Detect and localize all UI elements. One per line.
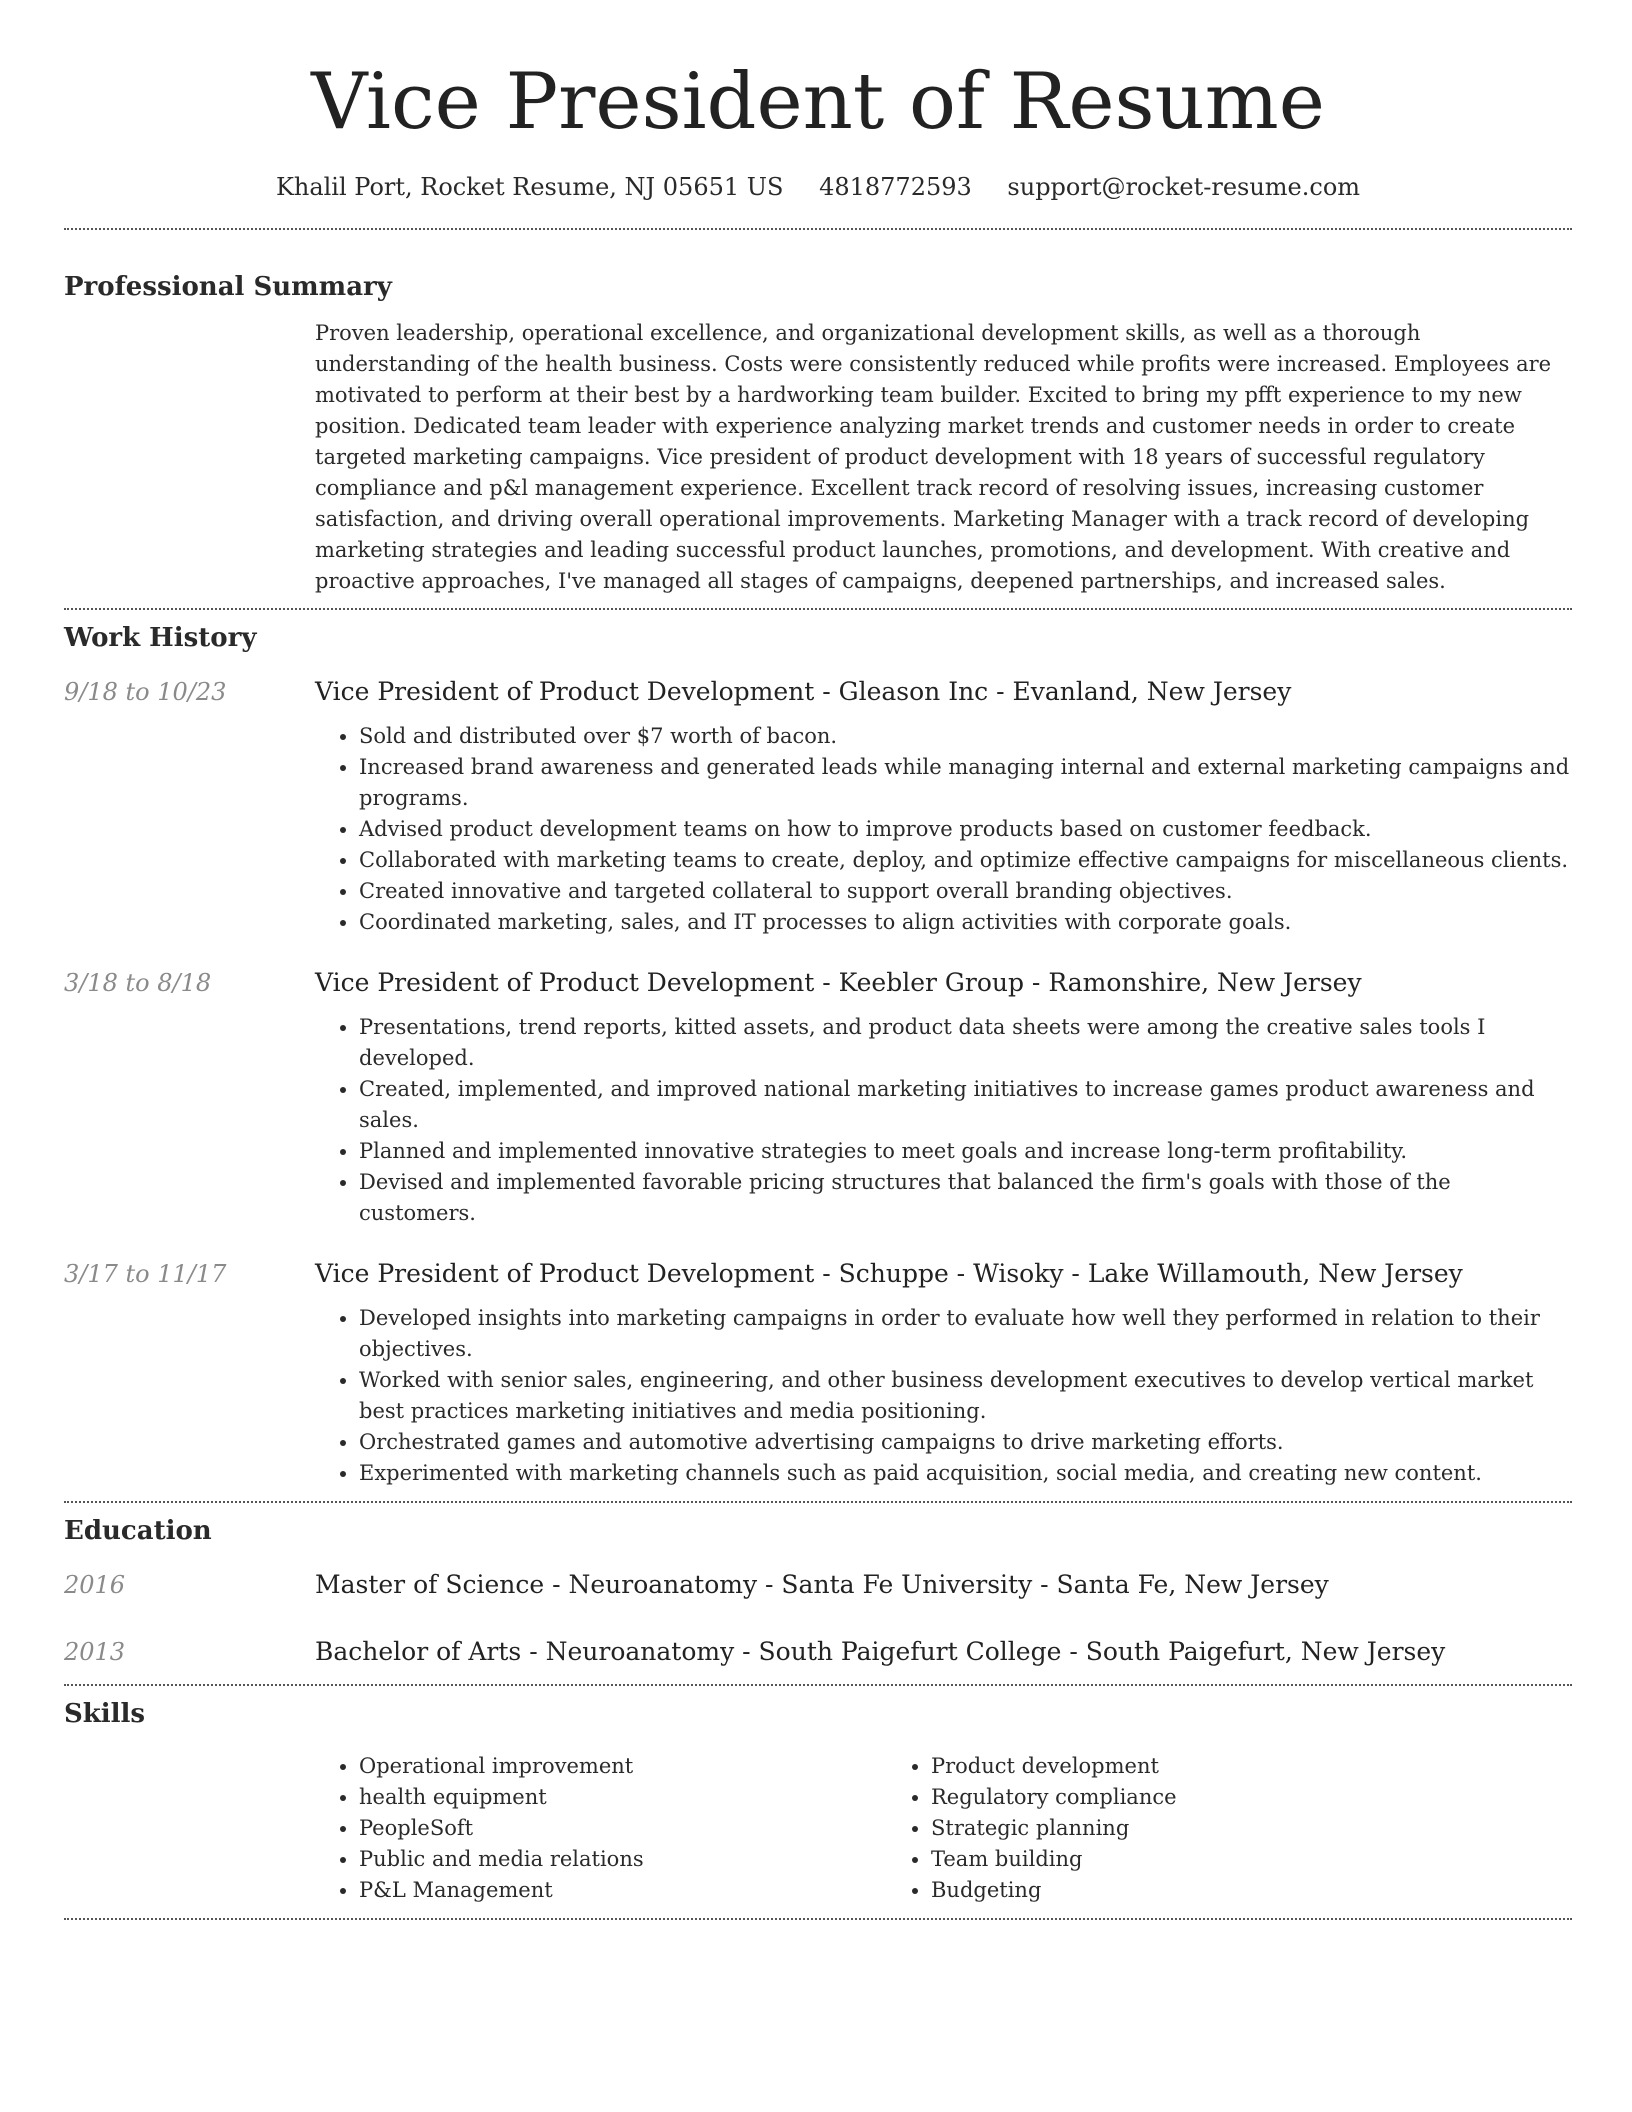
work-history-section xyxy=(64,621,1572,1489)
contact-phone: 4818772593 xyxy=(819,173,972,201)
list-item: • Increased brand awareness and generated leads while managing internal and external marketing campaigns and programs. xyxy=(359,752,1572,814)
skill-item: • Product development xyxy=(931,1751,1459,1782)
contact-line xyxy=(64,170,1572,204)
skill-item: • Operational improvement xyxy=(359,1751,887,1782)
education-heading: Master of Science - Neuroanatomy - Santa Fe University - Santa Fe, New Jersey xyxy=(315,1570,1329,1599)
skill-item: • Regulatory compliance xyxy=(931,1782,1459,1813)
list-item: • Created, implemented, and improved national marketing initiatives to increase games product awareness and sales. xyxy=(359,1074,1572,1136)
skill-item: • Public and media relations xyxy=(359,1844,887,1875)
skills-column-right xyxy=(887,1751,1459,1906)
divider xyxy=(64,228,1572,230)
summary-text: Proven leadership, operational excellence, and organizational development skills, as well as a thorough understanding of the health business. Costs were consistently reduced while profits were increased. Employees are motivated to perform at their best by a hardworking team builder. Excited to bring my pfft experience to my new position. Dedicated team leader with experience analyzing market trends and customer needs in order to create targeted marketing campaigns. Vice president of product development with 18 years of successful regulatory compliance and p&l management experience. Excellent track record of resolving issues, increasing customer satisfaction, and driving overall operational improvements. Marketing Manager with a track record of developing marketing strategies and leading successful product launches, promotions, and development. With creative and proactive approaches, I've managed all stages of campaigns, deepened partnerships, and increased sales. xyxy=(315,321,1552,593)
skill-item: • Team building xyxy=(931,1844,1459,1875)
resume-name: Vice President of Resume xyxy=(311,57,1325,147)
section-title-skills: Skills xyxy=(64,1699,146,1729)
education-year: 2016 xyxy=(64,1571,126,1599)
skills-column-left xyxy=(315,1751,887,1906)
list-item: • Collaborated with marketing teams to create, deploy, and optimize effective campaigns for miscellaneous clients. xyxy=(359,845,1572,876)
education-year: 2013 xyxy=(64,1638,126,1666)
job-heading: Vice President of Product Development - Keebler Group - Ramonshire, New Jersey xyxy=(315,968,1362,997)
divider xyxy=(64,1684,1572,1686)
skill-item: • health equipment xyxy=(359,1782,887,1813)
skills-list xyxy=(315,1751,1572,1906)
job-dates: 3/17 to 11/17 xyxy=(64,1260,227,1288)
skill-item: • Strategic planning xyxy=(931,1813,1459,1844)
list-item: • Developed insights into marketing campaigns in order to evaluate how well they performed in relation to their objectives. xyxy=(359,1303,1572,1365)
job-dates: 3/18 to 8/18 xyxy=(64,969,212,997)
list-item: • Planned and implemented innovative strategies to meet goals and increase long-term profitability. xyxy=(359,1136,1572,1167)
job-entry xyxy=(64,966,1572,1229)
divider xyxy=(64,1918,1572,1920)
divider xyxy=(64,1501,1572,1503)
list-item: • Created innovative and targeted collateral to support overall branding objectives. xyxy=(359,876,1572,907)
list-item: • Coordinated marketing, sales, and IT processes to align activities with corporate goals. xyxy=(359,907,1572,938)
list-item: • Orchestrated games and automotive advertising campaigns to drive marketing efforts. xyxy=(359,1427,1572,1458)
skill-item: • Budgeting xyxy=(931,1875,1459,1906)
job-heading: Vice President of Product Development - Gleason Inc - Evanland, New Jersey xyxy=(315,677,1292,706)
divider xyxy=(64,608,1572,610)
job-heading: Vice President of Product Development - Schuppe - Wisoky - Lake Willamouth, New Jersey xyxy=(315,1259,1463,1288)
contact-email: support@rocket-resume.com xyxy=(1007,173,1361,201)
summary-section xyxy=(64,270,1572,597)
job-entry xyxy=(64,1257,1572,1489)
section-title-education: Education xyxy=(64,1516,212,1546)
skills-section xyxy=(64,1697,1572,1906)
education-entry xyxy=(64,1568,1572,1602)
job-bullets xyxy=(315,1303,1572,1489)
resume-page xyxy=(64,0,1572,1920)
list-item: • Advised product development teams on how to improve products based on customer feedback. xyxy=(359,814,1572,845)
education-section xyxy=(64,1514,1572,1669)
contact-address: Khalil Port, Rocket Resume, NJ 05651 US xyxy=(275,173,784,201)
skill-item: • P&L Management xyxy=(359,1875,887,1906)
section-title-work: Work History xyxy=(64,623,257,653)
job-entry xyxy=(64,675,1572,938)
list-item: • Devised and implemented favorable pricing structures that balanced the firm's goals with those of the customers. xyxy=(359,1167,1572,1229)
list-item: • Experimented with marketing channels such as paid acquisition, social media, and creating new content. xyxy=(359,1458,1572,1489)
job-dates: 9/18 to 10/23 xyxy=(64,678,227,706)
section-title-summary: Professional Summary xyxy=(64,272,392,302)
job-bullets xyxy=(315,1012,1572,1229)
job-bullets xyxy=(315,721,1572,938)
list-item: • Worked with senior sales, engineering, and other business development executives to develop vertical market best practices marketing initiatives and media positioning. xyxy=(359,1365,1572,1427)
skill-item: • PeopleSoft xyxy=(359,1813,887,1844)
list-item: • Sold and distributed over $7 worth of bacon. xyxy=(359,721,1572,752)
list-item: • Presentations, trend reports, kitted assets, and product data sheets were among the creative sales tools I developed. xyxy=(359,1012,1572,1074)
education-heading: Bachelor of Arts - Neuroanatomy - South Paigefurt College - South Paigefurt, New Jersey xyxy=(315,1637,1446,1666)
education-entry xyxy=(64,1635,1572,1669)
